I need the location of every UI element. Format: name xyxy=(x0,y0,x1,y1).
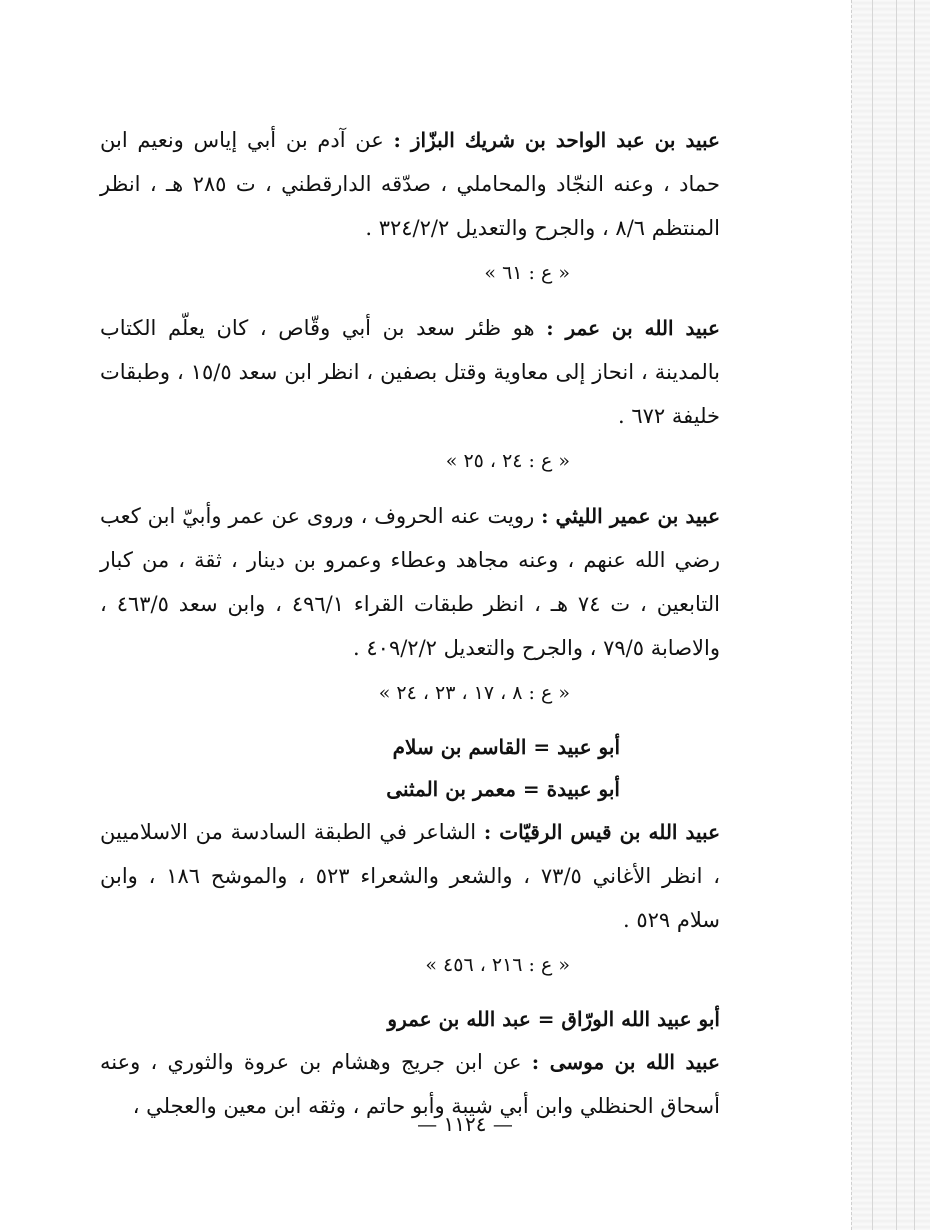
entry-heading: عبيد بن عمير الليثي : xyxy=(541,504,721,528)
entry-reference: « ع : ٨ ، ١٧ ، ٢٣ ، ٢٤ » xyxy=(378,682,570,704)
entry-body: عن آدم بن أبي إياس ونعيم ابن حماد ، وعنه النجّاد والمحاملي ، صدّقه الدارقطني ، ت ٢٨٥ هـ ، انظر المنتظم ٨/٦ ، والجرح والتعديل ٣٢٤/٢/٢ . xyxy=(100,128,720,240)
entry-heading: عبيد الله بن عمر : xyxy=(546,316,720,340)
entry-reference: « ع : ٦١ » xyxy=(484,262,570,284)
entry-heading: عبيد بن عبد الواحد بن شريك البزّاز : xyxy=(393,128,720,152)
entry-reference: « ع : ٢٤ ، ٢٥ » xyxy=(445,450,570,472)
entry-ubaidallah-bin-qais xyxy=(100,810,720,942)
cross-reference: أبو عبيد = القاسم بن سلام xyxy=(392,735,620,759)
entry-body: هو ظئر سعد بن أبي وقّاص ، كان يعلّم الكتاب بالمدينة ، انحاز إلى معاوية وقتل بصفين ، انظر ابن سعد ١٥/٥ ، وطبقات خليفة ٦٧٢ . xyxy=(100,316,720,428)
entry-ubaid-bin-umair xyxy=(100,494,720,670)
cross-reference: أبو عبيدة = معمر بن المثنى xyxy=(386,777,620,801)
entry-heading: عبيد الله بن قيس الرقيّات : xyxy=(483,820,721,844)
entry-body: رويت عنه الحروف ، وروى عن عمر وأبيّ ابن كعب رضي الله عنهم ، وعنه مجاهد وعطاء وعمرو بن دينار ، ثقة ، من كبار التابعين ، ت ٧٤ هـ ، انظر طبقات القراء ٤٩٦/١ ، وابن سعد ٤٦٣/٥ ، والاصابة ٧٩/٥ ، والجرح والتعديل ٤٠٩/٢/٢ . xyxy=(100,504,720,660)
entry-heading: عبيد الله بن موسى : xyxy=(531,1050,720,1074)
entry-ubaid-abd-alwahid xyxy=(100,118,720,250)
page-edge-scan xyxy=(851,0,930,1230)
cross-reference: أبو عبيد الله الورّاق = عبد الله بن عمرو xyxy=(387,1007,720,1031)
entry-ubaidallah-bin-umar xyxy=(100,306,720,438)
entry-body: عن ابن جريج وهشام بن عروة والثوري ، وعنه أسحاق الحنظلي وابن أبي شيبة وأبو حاتم ، وثقه ابن معين والعجلي ، xyxy=(100,1050,720,1118)
entry-body: الشاعر في الطبقة السادسة من الاسلاميين ، انظر الأغاني ٧٣/٥ ، والشعر والشعراء ٥٢٣ ، والموشح ١٨٦ ، وابن سلام ٥٢٩ . xyxy=(100,820,721,932)
entries-text xyxy=(100,118,720,1128)
page-number: — ١١٢٤ — xyxy=(417,1112,513,1136)
entry-reference: « ع : ٢١٦ ، ٤٥٦ » xyxy=(425,954,570,976)
